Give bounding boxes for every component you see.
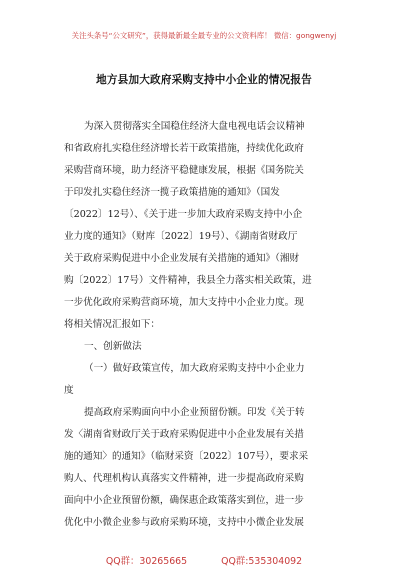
footer-contacts — [0, 553, 408, 567]
body-line: 优化中小微企业参与政府采购环境，支持中小微企业发展 — [64, 517, 304, 528]
section-heading: 一、创新做法 — [84, 341, 142, 352]
body-line: 采购营商环境，助力经济平稳健康发展，根据《国务院关 — [64, 165, 304, 176]
body-line: 购人、代理机构认真落实文件精神，进一步提高政府采购 — [64, 473, 304, 484]
body-line: 和省政府扎实稳住经济增长若干政策措施，持续优化政府 — [64, 143, 304, 154]
footer-qq-group-1: QQ群：30265665 — [105, 556, 188, 567]
body-line: 将相关情况汇报如下： — [64, 319, 160, 330]
body-line: 施的通知〉的通知》（临财采资〔2022〕107号），要求采 — [64, 451, 309, 462]
document-title: 地方县加大政府采购支持中小企业的情况报告 — [96, 74, 312, 86]
body-line: 于印发扎实稳住经济一揽子政策措施的通知》（国发 — [64, 187, 280, 198]
subsection-heading-cont: 度 — [64, 385, 74, 396]
body-line: 发〈湖南省财政厅关于政府采购促进中小企业发展有关措 — [64, 429, 304, 440]
header-banner: 关注头条号“公文研究”，获得最新最全最专业的公文资料库！ 微信：gongwenyj — [71, 31, 337, 40]
footer-qq-group-2: QQ群:535304092 — [221, 556, 303, 567]
body-line: 提高政府采购面向中小企业预留份额。印发《关于转 — [84, 407, 305, 418]
body-line: 面向中小企业预留份额，确保惠企政策落实到位，进一步 — [64, 495, 304, 506]
body-line: 购〔2022〕17号）文件精神，我县全力落实相关政策，进 — [64, 275, 312, 286]
body-line: 为深入贯彻落实全国稳住经济大盘电视电话会议精神 — [84, 121, 305, 132]
body-line: 业力度的通知》（财库〔2022〕19号）、《湖南省财政厅 — [64, 231, 298, 242]
body-line: 〔2022〕12号）、《关于进一步加大政府采购支持中小企 — [64, 209, 303, 220]
subsection-heading: （一）做好政策宣传，加大政府采购支持中小企业力 — [84, 363, 305, 374]
body-line: 一步优化政府采购营商环境，加大支持中小企业力度。现 — [64, 297, 304, 308]
body-line: 关于政府采购促进中小企业发展有关措施的通知》（湘财 — [64, 253, 300, 264]
